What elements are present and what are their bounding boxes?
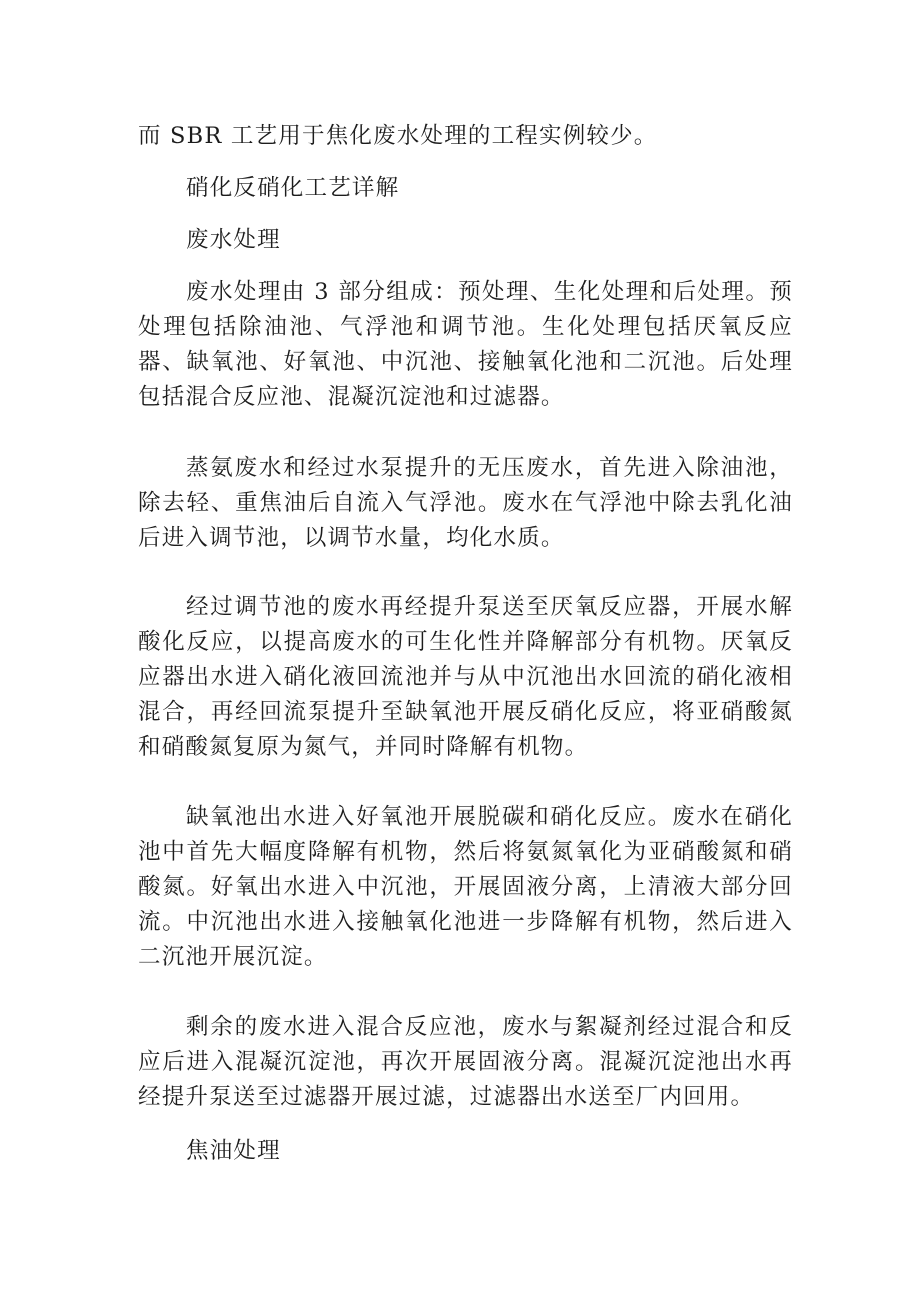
paragraph-pretreatment: 蒸氨废水和经过水泵提升的无压废水，首先进入除油池，除去轻、重焦油后自流入气浮池。废水在气浮池中除去乳化油后进入调节池，以调节水量，均化水质。 — [138, 455, 793, 551]
section-title: 硝化反硝化工艺详解 — [186, 175, 400, 201]
intro-line: 而 SBR 工艺用于焦化废水处理的工程实例较少。 — [138, 123, 658, 149]
subsection-title-wastewater: 废水处理 — [186, 227, 281, 253]
subsection-title-tar: 焦油处理 — [186, 1138, 281, 1164]
paragraph-composition: 废水处理由 3 部分组成：预处理、生化处理和后处理。预处理包括除油池、气浮池和调节池。生化处理包括厌氧反应器、缺氧池、好氧池、中沉池、接触氧化池和二沉池。后处理包括混合反应池、混凝沉淀池和过滤器。 — [138, 279, 793, 410]
paragraph-aerobic: 缺氧池出水进入好氧池开展脱碳和硝化反应。废水在硝化池中首先大幅度降解有机物，然后将氨氮氧化为亚硝酸氮和硝酸氮。好氧出水进入中沉池，开展固液分离，上清液大部分回流。中沉池出水进入接触氧化池进一步降解有机物，然后进入二沉池开展沉淀。 — [138, 804, 793, 970]
paragraph-posttreatment: 剩余的废水进入混合反应池，废水与絮凝剂经过混合和反应后进入混凝沉淀池，再次开展固液分离。混凝沉淀池出水再经提升泵送至过滤器开展过滤，过滤器出水送至厂内回用。 — [138, 1014, 793, 1110]
paragraph-anaerobic: 经过调节池的废水再经提升泵送至厌氧反应器，开展水解酸化反应，以提高废水的可生化性并降解部分有机物。厌氧反应器出水进入硝化液回流池并与从中沉池出水回流的硝化液相混合，再经回流泵提升至缺氧池开展反硝化反应，将亚硝酸氮和硝酸氮复原为氮气，并同时降解有机物。 — [138, 594, 793, 760]
